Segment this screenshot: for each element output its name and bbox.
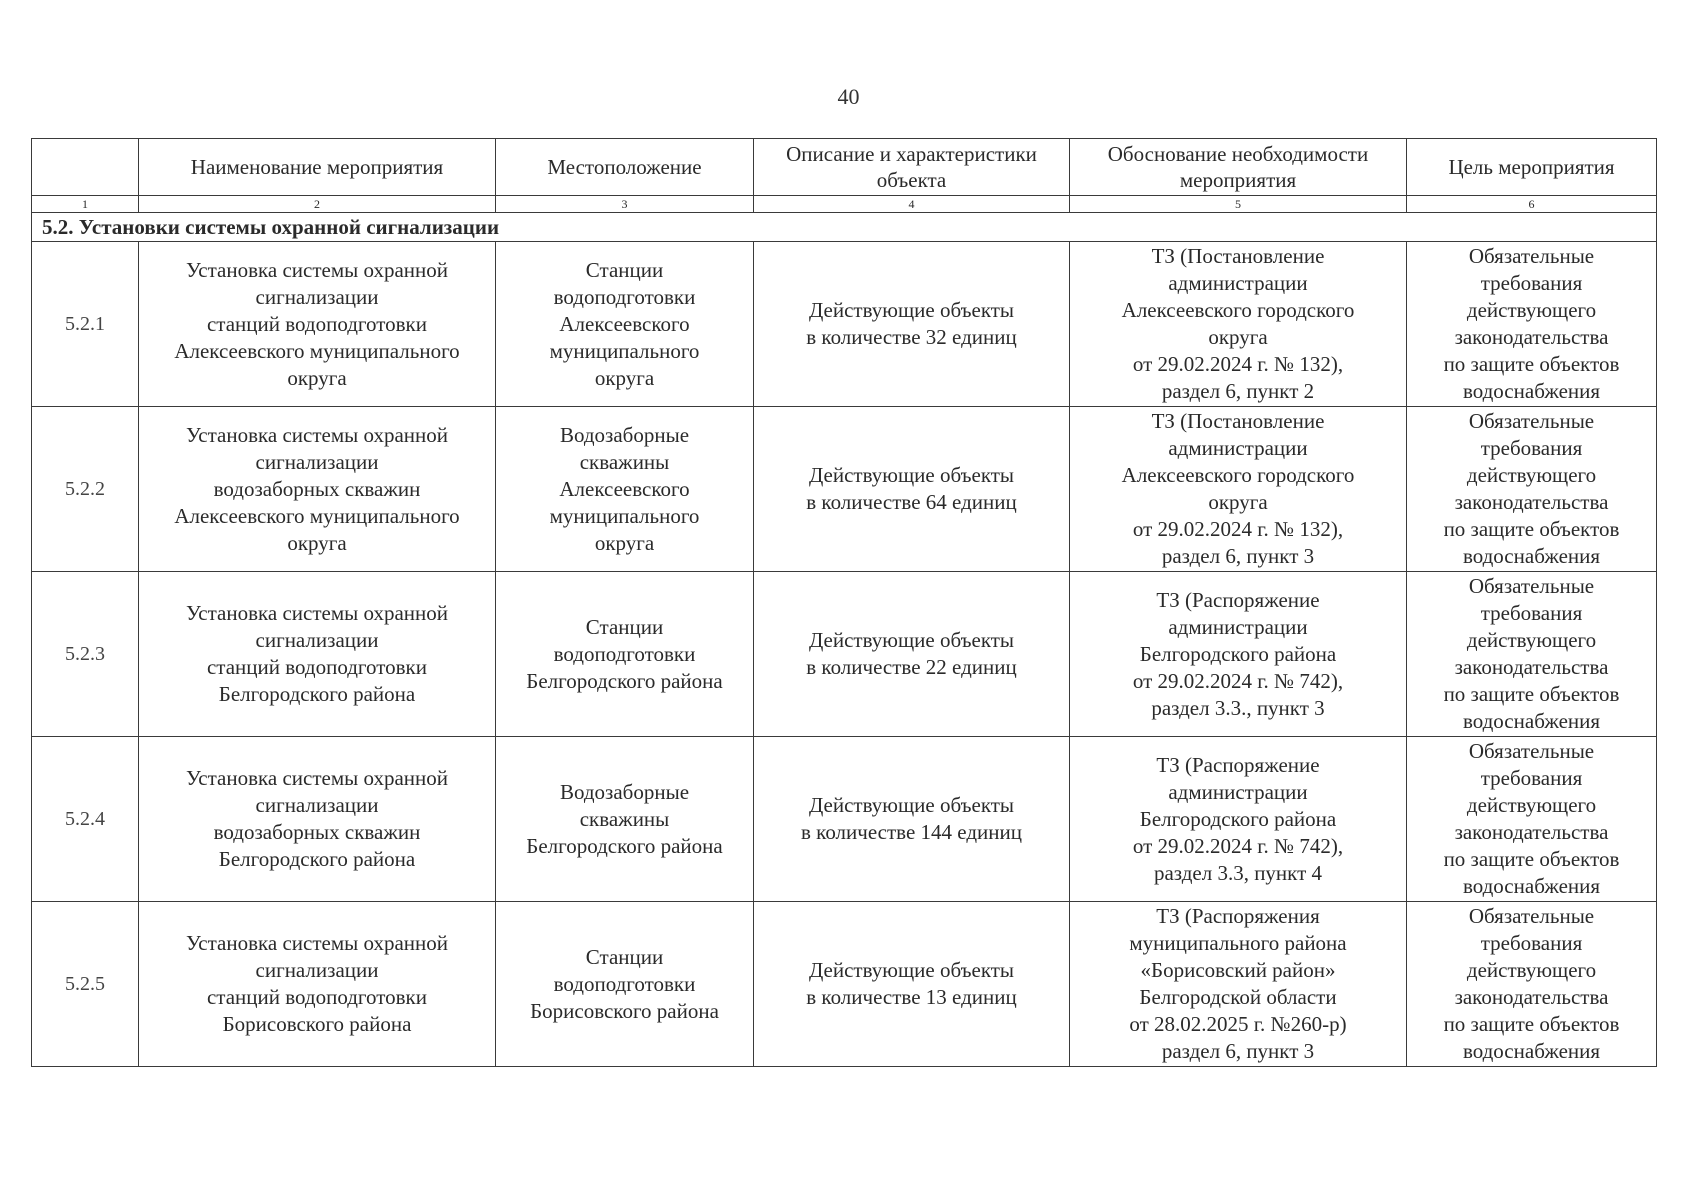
cell-line: Действующие объекты: [808, 793, 1015, 817]
table-header-row: [32, 139, 1657, 196]
page-number: 40: [837, 84, 860, 109]
cell-line: Алексеевского муниципального: [174, 338, 460, 363]
cell-line: раздел 3.3, пункт 4: [1153, 860, 1323, 885]
cell-description: [754, 572, 1070, 737]
cell-line: муниципального района: [1129, 931, 1347, 955]
cell-line: водоснабжения: [1462, 379, 1601, 403]
cell-line: скважины: [579, 806, 670, 831]
cell-line: Белгородского района: [218, 847, 416, 871]
cell-line: водоподготовки: [553, 284, 696, 309]
cell-line: по защите объектов: [1443, 847, 1620, 871]
cell-line: от 29.02.2024 г. № 742),: [1132, 668, 1344, 693]
cell-line: Обязательные: [1468, 409, 1595, 433]
column-number: 6: [1407, 196, 1657, 213]
cell-line: Алексеевского городского: [1121, 298, 1355, 322]
cell-line: водозаборных скважин: [213, 820, 421, 844]
cell-line: Белгородского района: [1139, 641, 1337, 666]
cell-line: раздел 3.3., пункт 3: [1151, 695, 1325, 720]
column-number-row: [32, 196, 1657, 213]
cell-line: действующего: [1466, 628, 1597, 652]
table-row: [32, 242, 1657, 407]
cell-line: «Борисовский район»: [1140, 958, 1336, 982]
cell-line: ТЗ (Постановление: [1151, 409, 1325, 433]
cell-line: в количестве 64 единиц: [806, 490, 1017, 514]
cell-line: Белгородской области: [1139, 985, 1337, 1009]
cell-index: 5.2.3: [32, 572, 139, 737]
column-number: 3: [496, 196, 754, 213]
cell-justification: [1070, 572, 1407, 737]
cell-line: Действующие объекты: [808, 958, 1015, 982]
cell-line: Станции: [585, 944, 664, 969]
cell-index: 5.2.2: [32, 407, 139, 572]
cell-line: округа: [594, 365, 655, 390]
cell-location: [496, 572, 754, 737]
cell-line: от 29.02.2024 г. № 742),: [1132, 833, 1344, 858]
cell-line: ТЗ (Распоряжение: [1156, 752, 1320, 777]
cell-line: требования: [1480, 271, 1583, 295]
cell-line: раздел 6, пункт 2: [1161, 379, 1315, 403]
cell-line: Установка системы охранной: [185, 931, 449, 955]
table-row: [32, 902, 1657, 1067]
cell-line: Алексеевского городского: [1121, 463, 1355, 487]
cell-line: требования: [1480, 766, 1583, 790]
cell-line: в количестве 144 единиц: [801, 820, 1022, 844]
cell-line: Белгородского района: [526, 833, 723, 858]
cell-line: сигнализации: [255, 628, 379, 652]
cell-line: Алексеевского муниципального: [174, 503, 460, 528]
cell-line: станций водоподготовки: [206, 655, 428, 679]
cell-line: Борисовского района: [222, 1012, 412, 1036]
cell-line: по защите объектов: [1443, 517, 1620, 541]
cell-index: 5.2.1: [32, 242, 139, 407]
cell-justification: [1070, 902, 1407, 1067]
cell-location: [496, 902, 754, 1067]
cell-line: Водозаборные: [559, 779, 690, 804]
table-row: [32, 572, 1657, 737]
cell-line: водоподготовки: [553, 641, 696, 666]
cell-line: Водозаборные: [559, 422, 690, 447]
cell-line: Белгородского района: [218, 682, 416, 706]
cell-line: Установка системы охранной: [185, 766, 449, 790]
cell-line: по защите объектов: [1443, 682, 1620, 706]
cell-line: станций водоподготовки: [206, 311, 428, 336]
cell-line: в количестве 32 единиц: [806, 325, 1017, 349]
cell-goal: [1407, 242, 1657, 407]
cell-justification: [1070, 242, 1407, 407]
cell-line: по защите объектов: [1443, 1012, 1620, 1036]
cell-line: округа: [287, 365, 347, 390]
cell-line: законодательства: [1454, 490, 1609, 514]
cell-name: [139, 407, 496, 572]
cell-line: муниципального: [549, 338, 700, 363]
header-cell-goal: Цель мероприятия: [1407, 139, 1657, 196]
cell-goal: [1407, 407, 1657, 572]
cell-line: в количестве 22 единиц: [806, 655, 1017, 679]
cell-line: Действующие объекты: [808, 463, 1015, 487]
cell-description: [754, 242, 1070, 407]
cell-description: [754, 737, 1070, 902]
cell-line: законодательства: [1454, 985, 1609, 1009]
column-number: 2: [139, 196, 496, 213]
cell-line: Белгородского района: [526, 668, 723, 693]
cell-line: действующего: [1466, 463, 1597, 487]
cell-line: в количестве 13 единиц: [806, 985, 1017, 1009]
cell-line: Обязательные: [1468, 739, 1595, 763]
section-row: [32, 213, 1657, 242]
cell-line: ТЗ (Распоряжение: [1156, 587, 1320, 612]
cell-line: Обязательные: [1468, 244, 1595, 268]
cell-index: 5.2.4: [32, 737, 139, 902]
cell-line: Установка системы охранной: [185, 422, 449, 447]
cell-name: [139, 737, 496, 902]
cell-line: округа: [287, 530, 347, 555]
cell-line: водоподготовки: [553, 971, 696, 996]
cell-line: действующего: [1466, 958, 1597, 982]
cell-name: [139, 902, 496, 1067]
cell-line: водоснабжения: [1462, 874, 1601, 898]
cell-line: Станции: [585, 257, 664, 282]
cell-location: [496, 242, 754, 407]
cell-line: от 28.02.2025 г. №260-р): [1129, 1012, 1347, 1036]
header-cell-name: Наименование мероприятия: [139, 139, 496, 196]
cell-line: Действующие объекты: [808, 298, 1015, 322]
cell-line: скважины: [579, 449, 670, 474]
cell-line: требования: [1480, 931, 1583, 955]
cell-line: администрации: [1168, 436, 1308, 460]
cell-goal: [1407, 572, 1657, 737]
cell-line: Действующие объекты: [808, 628, 1015, 652]
cell-line: водоснабжения: [1462, 544, 1601, 568]
cell-line: раздел 6, пункт 3: [1161, 544, 1315, 568]
cell-line: раздел 6, пункт 3: [1161, 1039, 1315, 1063]
cell-line: станций водоподготовки: [206, 985, 428, 1009]
cell-line: сигнализации: [255, 449, 379, 474]
cell-goal: [1407, 902, 1657, 1067]
header-cell-justification: Обоснование необходимости мероприятия: [1070, 139, 1407, 196]
cell-line: сигнализации: [255, 958, 379, 982]
cell-line: от 29.02.2024 г. № 132),: [1132, 517, 1344, 541]
cell-line: водоснабжения: [1462, 1039, 1601, 1063]
cell-line: Алексеевского: [559, 476, 690, 501]
cell-line: законодательства: [1454, 325, 1609, 349]
section-title: 5.2. Установки системы охранной сигнализации: [32, 213, 1657, 242]
cell-line: округа: [1208, 490, 1268, 514]
table-row: [32, 737, 1657, 902]
cell-description: [754, 407, 1070, 572]
header-cell-index: [32, 139, 139, 196]
column-number: 5: [1070, 196, 1407, 213]
cell-line: сигнализации: [255, 284, 379, 309]
column-number: 4: [754, 196, 1070, 213]
cell-location: [496, 737, 754, 902]
cell-line: муниципального: [549, 503, 700, 528]
cell-line: Установка системы охранной: [185, 257, 449, 282]
cell-line: требования: [1480, 601, 1583, 625]
measures-table: [31, 138, 1657, 1067]
cell-line: от 29.02.2024 г. № 132),: [1132, 352, 1344, 376]
cell-line: законодательства: [1454, 655, 1609, 679]
cell-line: Станции: [585, 614, 664, 639]
cell-justification: [1070, 407, 1407, 572]
cell-line: ТЗ (Постановление: [1151, 244, 1325, 268]
cell-name: [139, 572, 496, 737]
cell-line: администрации: [1168, 271, 1308, 295]
cell-line: требования: [1480, 436, 1583, 460]
cell-line: законодательства: [1454, 820, 1609, 844]
cell-line: Установка системы охранной: [185, 601, 449, 625]
header-cell-location: Местоположение: [496, 139, 754, 196]
cell-line: Обязательные: [1468, 904, 1595, 928]
cell-line: сигнализации: [255, 793, 379, 817]
header-cell-description: Описание и характеристики объекта: [754, 139, 1070, 196]
cell-name: [139, 242, 496, 407]
cell-line: Белгородского района: [1139, 806, 1337, 831]
cell-description: [754, 902, 1070, 1067]
cell-line: ТЗ (Распоряжения: [1156, 904, 1320, 928]
cell-line: администрации: [1168, 779, 1308, 804]
cell-line: водозаборных скважин: [213, 476, 421, 501]
column-number: 1: [32, 196, 139, 213]
cell-line: округа: [1208, 325, 1268, 349]
cell-line: по защите объектов: [1443, 352, 1620, 376]
cell-line: Алексеевского: [559, 311, 690, 336]
table-row: [32, 407, 1657, 572]
cell-goal: [1407, 737, 1657, 902]
cell-line: действующего: [1466, 793, 1597, 817]
cell-location: [496, 407, 754, 572]
cell-line: Обязательные: [1468, 574, 1595, 598]
cell-line: действующего: [1466, 298, 1597, 322]
cell-justification: [1070, 737, 1407, 902]
cell-line: администрации: [1168, 614, 1308, 639]
cell-line: водоснабжения: [1462, 709, 1601, 733]
cell-index: 5.2.5: [32, 902, 139, 1067]
cell-line: Борисовского района: [530, 998, 719, 1023]
cell-line: округа: [594, 530, 655, 555]
